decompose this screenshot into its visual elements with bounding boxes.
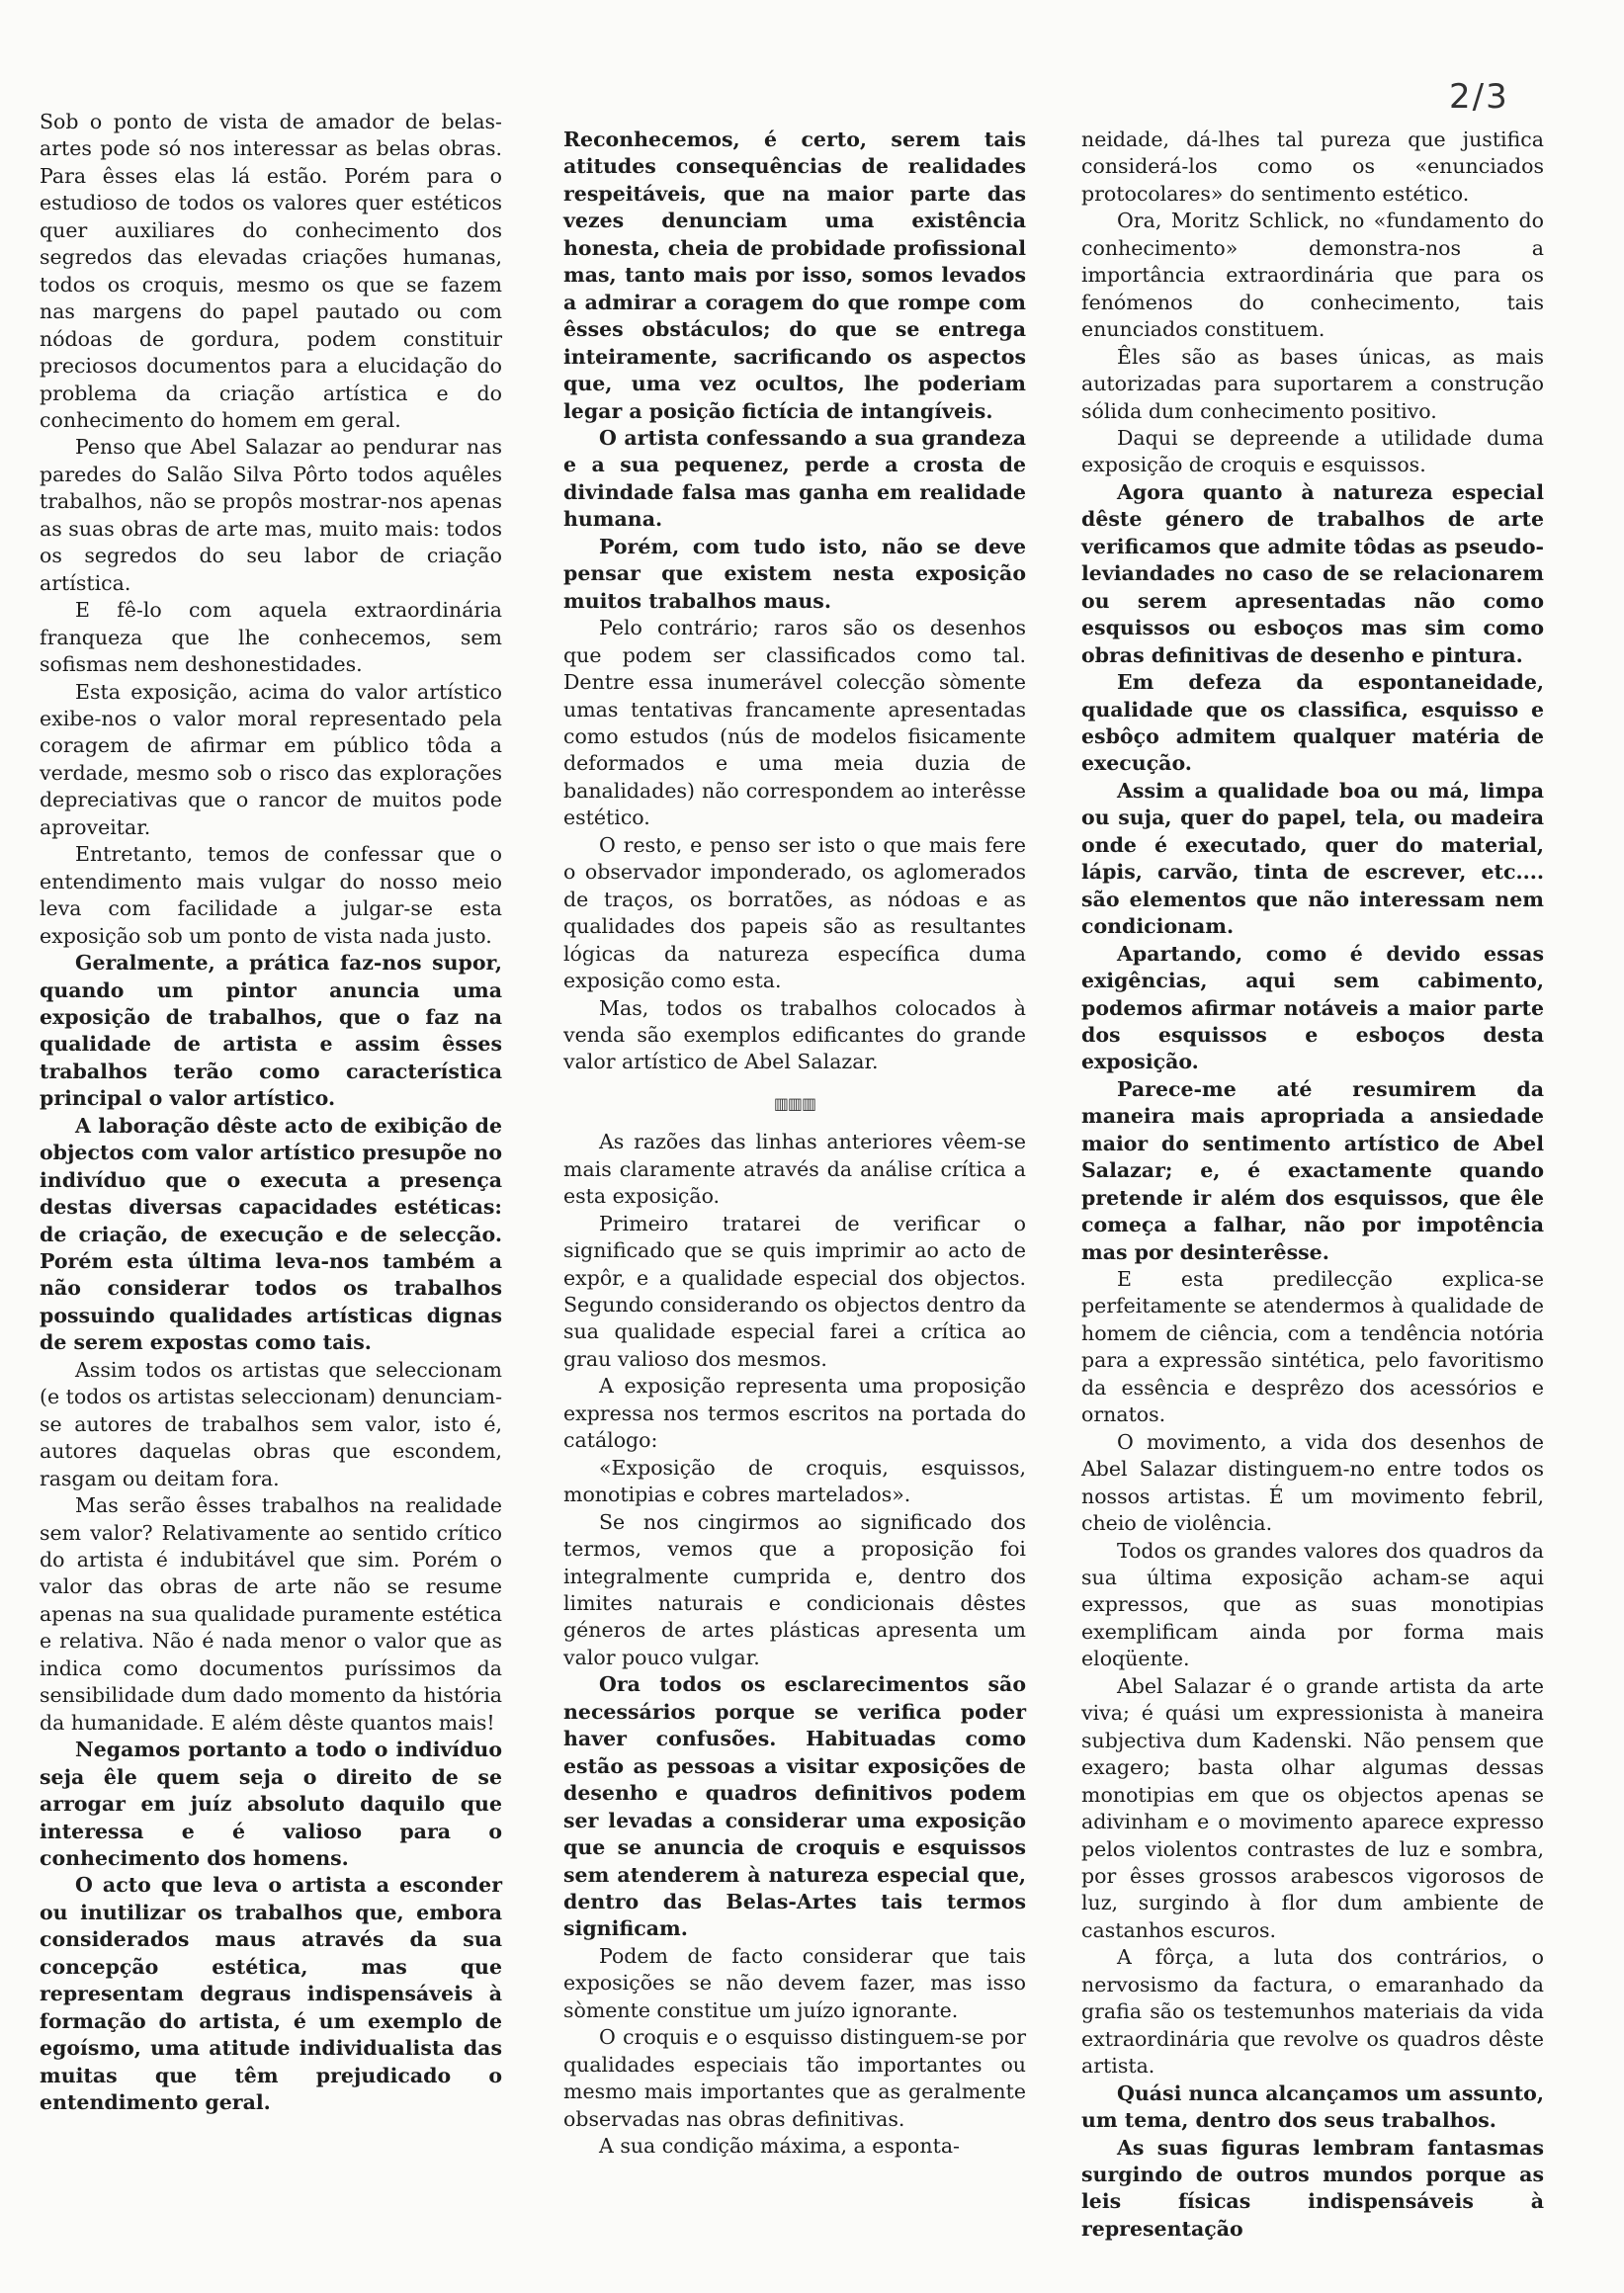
paragraph: Penso que Abel Salazar ao pendurar nas paredes do Salão Silva Pôrto todos aquêles trabalhos, não se propôs mostrar-nos apenas as suas obras de arte mas, muito mais: todos os segredos do seu labor de criação artística. [40, 435, 502, 595]
paragraph: O acto que leva o artista a esconder ou inutilizar os trabalhos que, embora considerados maus através da sua concepção estética, mas que representam degraus indispensáveis à formação do artista, é um exemplo de egoísmo, uma atitude individualista das muitas que têm prejudicado o entendimento geral. [40, 1873, 502, 2115]
paragraph: Em defeza da espontaneidade, qualidade que os classifica, esquisso e esbôço admitem qualquer matéria de execução. [1081, 670, 1544, 776]
paragraph: Parece-me até resumirem da maneira mais apropriada a ansiedade maior do sentimento artístico de Abel Salazar; e, é exactamente quando pretende ir além dos esquissos, que êle começa a falhar, não por impotência mas por desinterêsse. [1081, 1076, 1544, 1264]
paragraph: Abel Salazar é o grande artista da arte viva; é quási um expressionista à maneira subjectiva dum Kadenski. Não pensem que exagero; basta olhar algumas dessas monotipias em que os objectos apenas se adivinham e o movimento aparece expresso pelos violentos contrastes de luz e sombra, por êsses grossos arabescos vigorosos de luz, surgindo à flor dum ambiente de castanhos escuros. [1081, 1673, 1544, 1942]
paragraph: Sob o ponto de vista de amador de belas-artes pode só nos interessar as belas obras. Para êsses elas lá estão. Porém para o estudioso de todos os valores quer estéticos quer auxiliares do conhecimento dos segredos das elevadas criações humanas, todos os croquis, mesmo os que se fazem nas margens do papel pautado ou com nódoas de gordura, podem constituir preciosos documentos para a elucidação do problema da criação artística e do conhecimento do homem em geral. [40, 110, 502, 432]
paragraph: Assim a qualidade boa ou má, limpa ou suja, quer do papel, tela, ou madeira onde é executado, quer do material, lápis, carvão, tinta de escrever, etc.... são elementos que não interessam nem condicionam. [1081, 778, 1544, 939]
paragraph: Podem de facto considerar que tais exposições se não devem fazer, mas isso sòmente constitue um juízo ignorante. [563, 1943, 1026, 2022]
section-divider: ▥▥▥ [773, 1093, 816, 1113]
paragraph: Assim todos os artistas que seleccionam (e todos os artistas seleccionam) denunciam-se autores de trabalhos sem valor, isto é, autores daquelas obras que escondem, rasgam ou deitam fora. [40, 1357, 503, 1490]
paragraph: E fê-lo com aquela extraordinária franqueza que lhe conhecemos, sem sofismas nem deshonestidades. [40, 598, 502, 677]
paragraph: Todos os grandes valores dos quadros da sua última exposição acham-se aqui expressos, que as suas monotipias exemplificam ainda por forma mais eloqüente. [1081, 1538, 1544, 1671]
paragraph: Quási nunca alcançamos um assunto, um tema, dentro dos seus trabalhos. [1081, 2081, 1544, 2133]
paragraph: A laboração dêste acto de exibição de objectos com valor artístico presupõe no indivíduo que o executa a presença destas diversas capacidades estéticas: de criação, de execução e de selecção. Porém esta última leva-nos também a não considerar todos os trabalhos possuindo qualidades artísticas dignas de serem expostas como tais. [40, 1113, 502, 1355]
paragraph: Porém, com tudo isto, não se deve pensar que existem nesta exposição muitos trabalhos maus. [563, 534, 1026, 613]
page-number: 2/3 [1449, 77, 1509, 117]
paragraph: Ora todos os esclarecimentos são necessários porque se verifica poder haver confusões. Habituadas como estão as pessoas a visitar exposições de desenho e quadros definitivos podem ser levadas a considerar uma exposição que se anuncia de croquis e esquissos sem atenderem à natureza especial que, dentro das Belas-Artes tais termos significam. [563, 1672, 1026, 1941]
paragraph: Se nos cingirmos ao significado dos termos, vemos que a proposição foi integralmente cumprida e, dentro dos limites naturais e condicionais dêstes géneros de artes plásticas apresenta um valor pouco vulgar. [563, 1509, 1026, 1669]
paragraph: As razões das linhas anteriores vêem-se mais claramente através da análise crítica a esta exposição. [563, 1130, 1026, 1209]
paragraph: Pelo contrário; raros são os desenhos que podem ser classificados como tal. Dentre essa inumerável colecção sòmente umas tentativas francamente apresentadas como estudos (nús de modelos fisicamente deformados e uma meia duzia de banalidades) não correspondem ao interêsse estético. [563, 616, 1026, 830]
paragraph: E esta predilecção explica-se perfeitamente se atendermos à qualidade de homem de ciência, com a tendência notória para a expressão sintética, pelo favoritismo da essência e desprêzo dos acessórios e ornatos. [1081, 1267, 1544, 1427]
paragraph: O artista confessando a sua grandeza e a sua pequenez, perde a crosta de divindade falsa mas ganha em realidade humana. [563, 425, 1026, 532]
paragraph: «Exposição de croquis, esquissos, monotipias e cobres martelados». [563, 1455, 1026, 1507]
paragraph: neidade, dá-lhes tal pureza que justifica considerá-los como os «enunciados protocolares» do sentimento estético. [1081, 127, 1544, 206]
paragraph: O resto, e penso ser isto o que mais fere o observador imponderado, os aglomerados de traços, os borratões, as nódoas e as qualidades dos papeis são as resultantes lógicas da natureza específica duma exposição como esta. [563, 832, 1026, 993]
paragraph: Mas serão êsses trabalhos na realidade sem valor? Relativamente ao sentido crítico do artista é indubitável que sim. Porém o valor das obras de arte não se resume apenas na sua qualidade puramente estética e relativa. Não é nada menor o valor que as indica como documentos puríssimos da sensibilidade dum dado momento da história da humanidade. E além dêste quantos mais! [40, 1493, 502, 1735]
paragraph: A fôrça, a luta dos contrários, o nervosismo da factura, o emaranhado da grafia são os testemunhos materiais da vida extraordinária que revolve os quadros dêste artista. [1081, 1945, 1544, 2079]
paragraph: Reconhecemos, é certo, serem tais atitudes consequências de realidades respeitáveis, que na maior parte das vezes denunciam uma existência honesta, cheia de probidade profissional mas, tanto mais por isso, somos levados a admirar a coragem do que rompe com êsses obstáculos; do que se entrega inteiramente, sacrificando os aspectos que, uma vez ocultos, lhe poderiam legar a posição fictícia de intangíveis. [563, 127, 1026, 423]
paragraph: Mas, todos os trabalhos colocados à venda são exemplos edificantes do grande valor artístico de Abel Salazar. [563, 995, 1026, 1074]
paragraph: Entretanto, temos de confessar que o entendimento mais vulgar do nosso meio leva com facilidade a julgar-se esta exposição sob um ponto de vista nada justo. [40, 842, 502, 948]
paragraph: Ora, Moritz Schlick, no «fundamento do conhecimento» demonstra-nos a importância extraordinária que para os fenómenos do conhecimento, tais enunciados constituem. [1081, 209, 1544, 342]
paragraph: O movimento, a vida dos desenhos de Abel Salazar distinguem-no entre todos os nossos artistas. É um movimento febril, cheio de violência. [1081, 1429, 1544, 1536]
paragraph: A exposição representa uma proposição expressa nos termos escritos na portada do catálogo: [563, 1374, 1026, 1453]
column-1 [40, 109, 502, 2117]
paragraph: Agora quanto à natureza especial dêste género de trabalhos de arte verificamos que admite tôdas as pseudo-leviandades no caso de se relacionarem ou serem apresentadas não como esquissos ou esboços mas sim como obras definitivas de desenho e pintura. [1081, 479, 1544, 667]
paragraph: A sua condição máxima, a esponta- [599, 2134, 960, 2159]
column-3 [1081, 127, 1544, 2243]
paragraph: Geralmente, a prática faz-nos supor, quando um pintor anuncia uma exposição de trabalhos, que o faz na qualidade de artista e assim êsses trabalhos terão como característica principal o valor artístico. [40, 951, 502, 1111]
paragraph: Primeiro tratarei de verificar o significado que se quis imprimir ao acto de expôr, e a qualidade especial dos objectos. Segundo considerando os objectos dentro da sua qualidade especial farei a crítica ao grau valioso dos mesmos. [563, 1211, 1026, 1371]
paragraph: Negamos portanto a todo o indivíduo seja êle quem seja o direito de se arrogar em juíz absoluto daquilo que interessa e é valioso para o conhecimento dos homens. [40, 1738, 502, 1870]
paragraph: Apartando, como é devido essas exigências, aqui sem cabimento, podemos afirmar notáveis a maior parte dos esquissos e esboços desta exposição. [1081, 941, 1544, 1074]
column-2 [563, 127, 1026, 2161]
paragraph: Êles são as bases únicas, as mais autorizadas para suportarem a construção sólida dum conhecimento positivo. [1081, 344, 1544, 423]
paragraph: O croquis e o esquisso distinguem-se por qualidades especiais tão importantes ou mesmo mais importantes que as geralmente observadas nas obras definitivas. [563, 2025, 1026, 2131]
paragraph: Daqui se depreende a utilidade duma exposição de croquis e esquissos. [1081, 425, 1544, 477]
paragraph: As suas figuras lembram fantasmas surgindo de outros mundos porque as leis físicas indispensáveis à representação [1081, 2135, 1544, 2241]
paragraph: Esta exposição, acima do valor artístico exibe-nos o valor moral representado pela coragem de afirmar em público tôda a verdade, mesmo sob o risco das explorações depreciativas que o rancor de muitos pode aproveitar. [40, 679, 502, 839]
